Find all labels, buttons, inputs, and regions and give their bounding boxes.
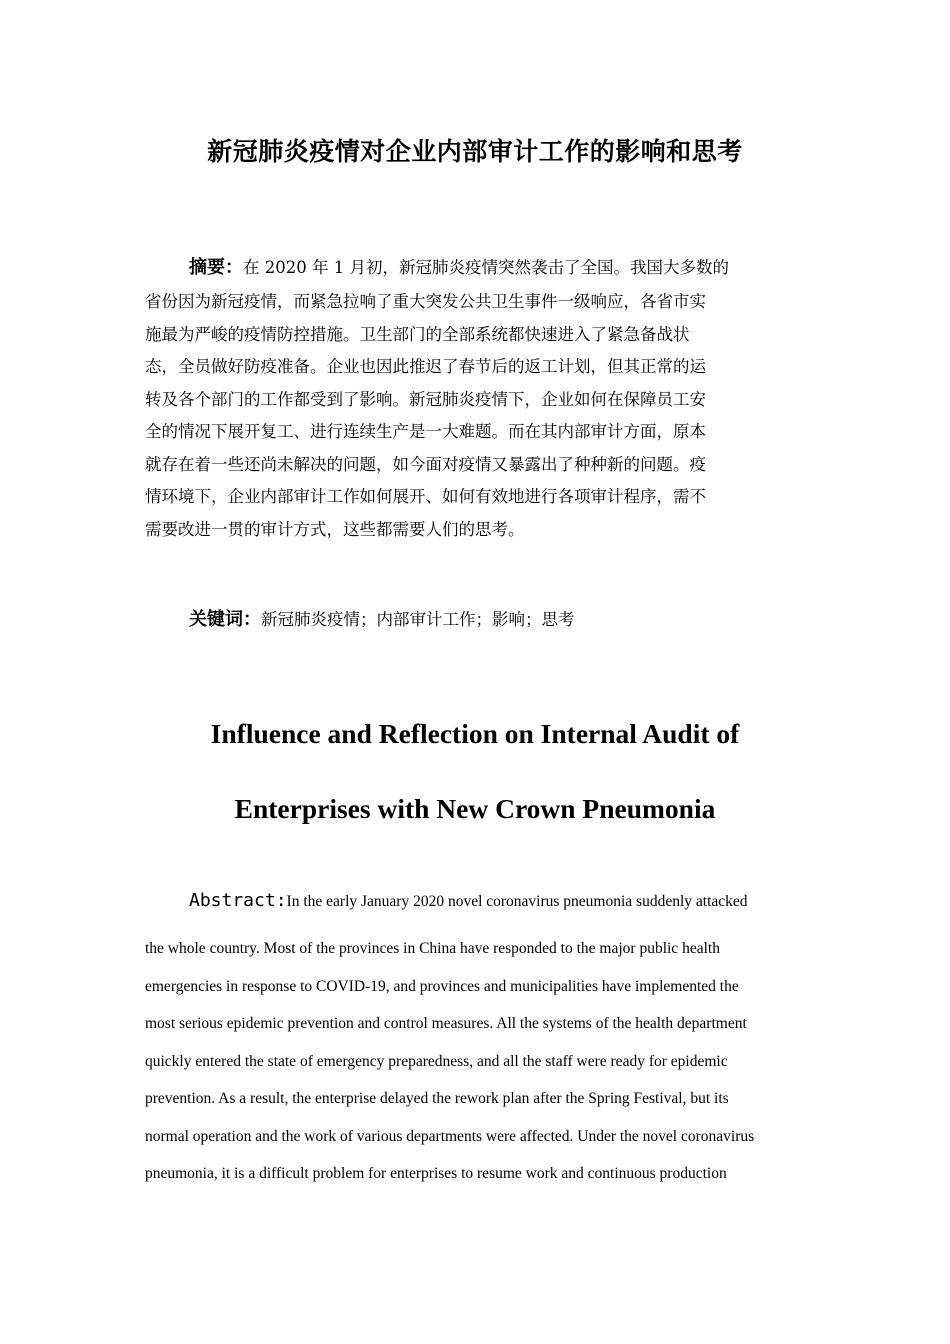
english-abstract-line: quickly entered the state of emergency preparedness, and all the staff were ready for epidemic [145, 1052, 728, 1070]
english-abstract [145, 881, 810, 1193]
english-abstract-line: Abstract:In the early January 2020 novel coronavirus pneumonia suddenly attacked [189, 890, 748, 911]
chinese-abstract-line: 省份因为新冠疫情，而紧急拉响了重大突发公共卫生事件一级响应，各省市实 [145, 292, 706, 311]
english-abstract-line: emergencies in response to COVID-19, and provinces and municipalities have implemented the [145, 977, 739, 995]
chinese-abstract-line: 就存在着一些还尚未解决的问题，如今面对疫情又暴露出了种种新的问题。疫 [145, 454, 706, 474]
english-title [0, 696, 950, 846]
chinese-abstract-line: 需要改进一贯的审计方式，这些都需要人们的思考。 [145, 519, 525, 539]
chinese-abstract-line: 转及各个部门的工作都受到了影响。新冠肺炎疫情下，企业如何在保障员工安 [145, 389, 706, 409]
chinese-abstract-line: 情环境下，企业内部审计工作如何展开、如何有效地进行各项审计程序，需不 [145, 487, 706, 506]
chinese-title: 新冠肺炎疫情对企业内部审计工作的影响和思考 [207, 137, 743, 166]
english-abstract-line: most serious epidemic prevention and control measures. All the systems of the health department [145, 1015, 747, 1032]
chinese-abstract [145, 250, 805, 546]
english-abstract-line: prevention. As a result, the enterprise delayed the rework plan after the Spring Festival, but its [145, 1090, 729, 1107]
english-abstract-label: Abstract: [189, 890, 287, 911]
chinese-abstract-line: 摘要：在 2020 年 1 月初，新冠肺炎疫情突然袭击了全国。我国大多数的 [189, 257, 729, 278]
chinese-keywords [189, 603, 809, 637]
chinese-abstract-line: 态，全员做好防疫准备。企业也因此推迟了春节后的返工计划，但其正常的运 [145, 357, 706, 376]
english-title-line-2: Enterprises with New Crown Pneumonia [234, 793, 716, 824]
english-abstract-line: normal operation and the work of various departments were affected. Under the novel coronavirus [145, 1127, 755, 1145]
chinese-abstract-line: 施最为严峻的疫情防控措施。卫生部门的全部系统都快速进入了紧急备战状 [145, 324, 690, 344]
chinese-abstract-label: 摘要： [189, 257, 243, 278]
keywords-label: 关键词： [189, 609, 261, 630]
chinese-abstract-line: 全的情况下展开复工、进行连续生产是一大难题。而在其内部审计方面，原本 [145, 422, 706, 441]
keywords-text: 新冠肺炎疫情；内部审计工作；影响；思考 [261, 610, 575, 629]
english-abstract-line: the whole country. Most of the provinces in China have responded to the major public health [145, 940, 720, 957]
english-abstract-line: pneumonia, it is a difficult problem for enterprises to resume work and continuous production [145, 1165, 727, 1182]
english-title-line-1: Influence and Reflection on Internal Audit of [210, 718, 740, 749]
